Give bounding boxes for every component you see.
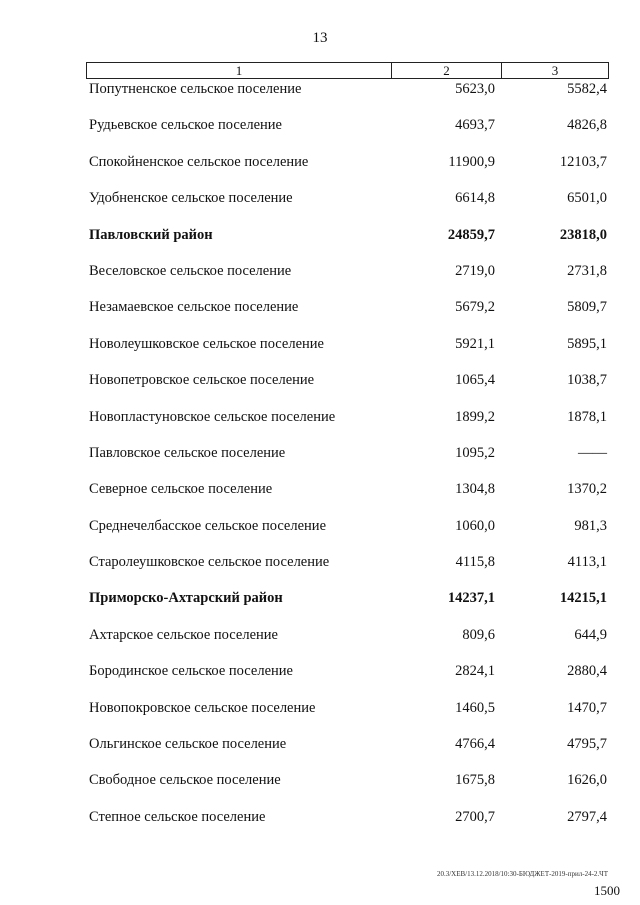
row-value-col-3: 644,9	[574, 626, 607, 643]
row-name: Старолеушковское сельское поселение	[89, 554, 330, 571]
table-row	[0, 553, 640, 589]
row-value-col-3: 5582,4	[567, 81, 607, 97]
row-value-col-3: ——	[578, 444, 607, 461]
table-row	[0, 371, 640, 407]
table-row	[0, 335, 640, 371]
row-value-col-2: 1060,0	[455, 517, 495, 534]
table-row	[0, 480, 640, 516]
row-name: Павловский район	[89, 226, 213, 243]
row-value-col-3: 12103,7	[559, 153, 607, 170]
row-value-col-2: 1460,5	[455, 699, 495, 716]
row-value-col-3: 2880,4	[567, 663, 607, 680]
row-value-col-2: 2700,7	[455, 808, 495, 825]
row-value-col-2: 1675,8	[455, 772, 495, 789]
row-name: Павловское сельское поселение	[89, 444, 286, 461]
row-value-col-2: 5679,2	[455, 299, 495, 316]
row-name: Спокойненское сельское поселение	[89, 153, 309, 170]
footer-sheet-number: 1500	[594, 883, 620, 898]
row-name: Степное сельское поселение	[89, 808, 266, 825]
row-name: Веселовское сельское поселение	[89, 262, 292, 279]
row-value-col-3: 1878,1	[567, 408, 607, 425]
row-name: Бородинское сельское поселение	[89, 663, 293, 680]
row-value-col-2: 809,6	[462, 626, 495, 643]
row-name: Свободное сельское поселение	[89, 772, 281, 789]
table-row	[0, 662, 640, 698]
row-name: Ахтарское сельское поселение	[89, 626, 278, 643]
row-name: Среднечелбасское сельское поселение	[89, 517, 326, 534]
row-value-col-3: 14215,1	[559, 590, 607, 607]
row-value-col-3: 1470,7	[567, 699, 607, 716]
row-value-col-3: 1370,2	[567, 481, 607, 498]
table-header	[86, 62, 609, 79]
row-value-col-3: 1626,0	[567, 772, 607, 789]
row-value-col-3: 4795,7	[567, 736, 607, 753]
table-row	[0, 298, 640, 334]
row-name: Незамаевское сельское поселение	[89, 299, 299, 316]
table-row	[0, 735, 640, 771]
table-row	[0, 262, 640, 298]
table-row	[0, 808, 640, 844]
row-name: Рудьевское сельское поселение	[89, 117, 282, 134]
row-value-col-2: 14237,1	[447, 590, 495, 607]
row-name: Северное сельское поселение	[89, 481, 273, 498]
row-name: Удобненское сельское поселение	[89, 190, 293, 207]
row-name: Новолеушковское сельское поселение	[89, 335, 324, 352]
row-value-col-2: 4115,8	[455, 554, 495, 571]
row-value-col-2: 5921,1	[455, 335, 495, 352]
row-value-col-2: 1065,4	[455, 372, 495, 389]
row-value-col-2: 11900,9	[448, 153, 495, 170]
table-row	[0, 80, 640, 116]
table-row	[0, 153, 640, 189]
row-value-col-3: 23818,0	[559, 226, 607, 243]
district-total-row	[0, 226, 640, 262]
row-name: Попутненское сельское поселение	[89, 81, 302, 97]
row-name: Новопетровское сельское поселение	[89, 372, 315, 389]
row-value-col-2: 1899,2	[455, 408, 495, 425]
row-value-col-3: 1038,7	[567, 372, 607, 389]
row-value-col-2: 1095,2	[455, 444, 495, 461]
table-row	[0, 771, 640, 807]
table-row	[0, 189, 640, 225]
row-value-col-2: 5623,0	[455, 81, 495, 97]
table-row	[0, 408, 640, 444]
row-name: Новопластуновское сельское поселение	[89, 408, 336, 425]
table-row	[0, 444, 640, 480]
page-number: 13	[312, 30, 328, 46]
row-name: Приморско-Ахтарский район	[89, 590, 283, 607]
row-value-col-2: 2824,1	[455, 663, 495, 680]
row-value-col-2: 6614,8	[455, 190, 495, 207]
district-total-row	[0, 589, 640, 625]
table-row	[0, 699, 640, 735]
row-value-col-2: 4693,7	[455, 117, 495, 134]
row-value-col-3: 6501,0	[567, 190, 607, 207]
row-value-col-3: 2731,8	[567, 262, 607, 279]
row-value-col-3: 4826,8	[567, 117, 607, 134]
table-row	[0, 626, 640, 662]
row-value-col-3: 5809,7	[567, 299, 607, 316]
header-col-2: 2	[392, 63, 502, 78]
footer-document-code: 20.3/ХЕВ/13.12.2018/10:30-БЮДЖЕТ-2019-прил-24-2.ЧТ	[436, 870, 608, 878]
header-col-3: 3	[551, 63, 559, 78]
table-row	[0, 517, 640, 553]
row-name: Ольгинское сельское поселение	[89, 736, 287, 753]
row-name: Новопокровское сельское поселение	[89, 699, 316, 716]
row-value-col-3: 4113,1	[567, 554, 607, 571]
row-value-col-3: 2797,4	[567, 808, 607, 825]
row-value-col-2: 2719,0	[455, 262, 495, 279]
row-value-col-3: 5895,1	[567, 335, 607, 352]
header-col-1: 1	[87, 63, 392, 78]
row-value-col-2: 4766,4	[455, 736, 495, 753]
row-value-col-2: 24859,7	[447, 226, 495, 243]
row-value-col-2: 1304,8	[455, 481, 495, 498]
row-value-col-3: 981,3	[574, 517, 607, 534]
table-body	[0, 80, 640, 844]
table-row	[0, 116, 640, 152]
